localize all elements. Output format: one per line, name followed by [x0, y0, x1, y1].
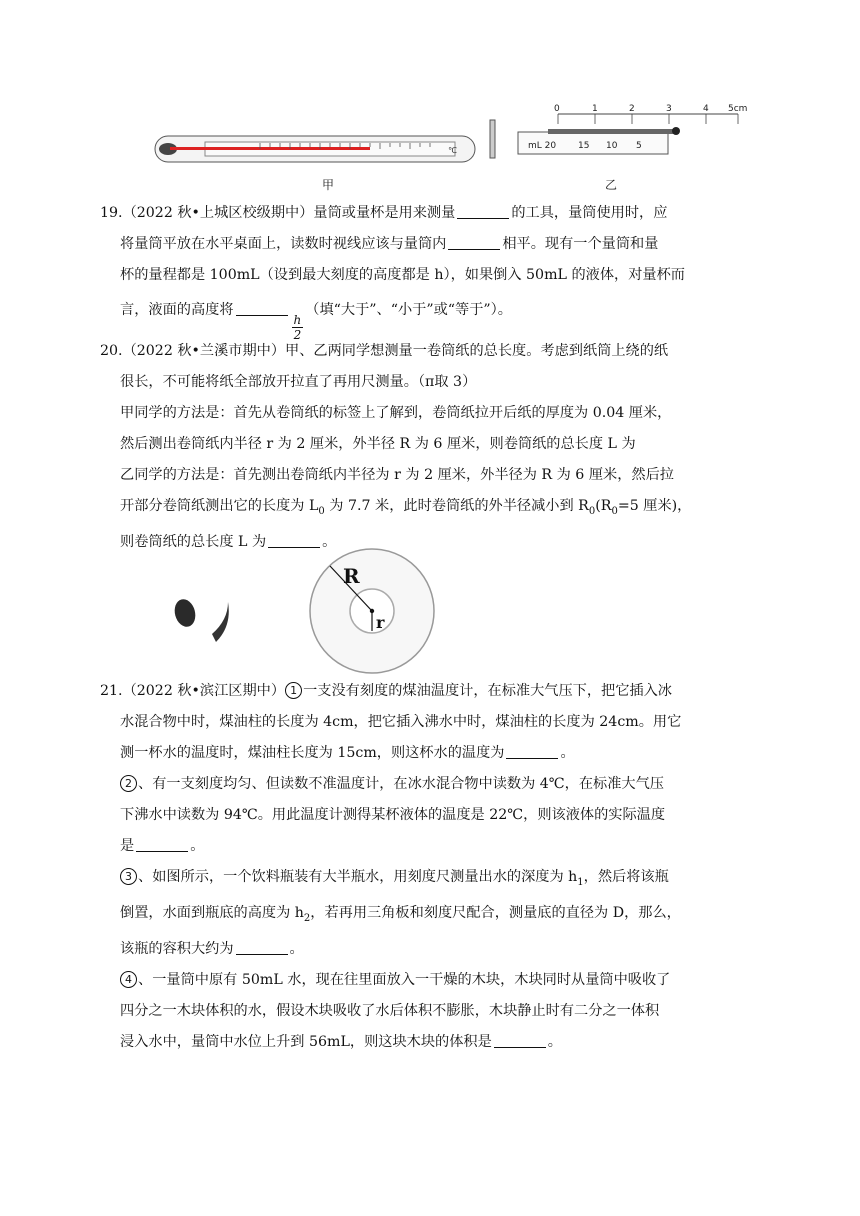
- q21-line-8: 倒置，水面到瓶底的高度为 $h_2$，若再用三角板和刻度尺配合，测量底的直径为 D，那么，: [120, 904, 681, 924]
- svg-text:10: 10: [606, 141, 618, 151]
- q20-line-6: 开部分卷筒纸测出它的长度为 $L_0$ 为 7.7 米，此时卷筒纸的外半径减小到 $R_0(R_0=5$ 厘米)，: [120, 498, 692, 517]
- q20-line-1: 20.（2022 秋•兰溪市期中）甲、乙两同学想测量一卷筒纸的总长度。考虑到纸筒上绕的纸: [100, 343, 669, 359]
- q20-line-3: 甲同学的方法是：首先从卷筒纸的标签上了解到，卷筒纸拉开后纸的厚度为 0.04 厘米，: [120, 405, 672, 421]
- q21-line-12: 浸入水中，量筒中水位上升到 56mL，则这块木块的体积是 。: [120, 1033, 562, 1050]
- svg-text:5cm: 5cm: [728, 104, 748, 114]
- svg-text:0: 0: [554, 104, 560, 114]
- q21-line-10: 4 、一量筒中原有 50mL 水，现在往里面放入一干燥的木块，木块同时从量筒中吸收了: [100, 965, 750, 996]
- figure-thermometer-syringe: [0, 96, 860, 196]
- thermometer-unit: ℃: [448, 146, 457, 155]
- q21-line-4: 2 、有一支刻度均匀、但读数不准温度计，在冰水混合物中读数为 4℃，在标准大气压: [100, 769, 750, 800]
- syringe-label: 乙: [605, 178, 618, 192]
- answer-blank[interactable]: [236, 301, 288, 316]
- thermometer-label: 甲: [322, 178, 335, 192]
- q21-line-6: 是 。: [120, 838, 205, 854]
- q21-line-11: 四分之一木块体积的水，假设木块吸收了水后体积不膨胀，木块静止时有二分之一体积: [120, 1002, 660, 1019]
- q21-line-5: 下沸水中读数为 94℃。用此温度计测得某杯液体的温度是 22℃，则该液体的实际温度: [120, 807, 666, 823]
- q20-line-5: 乙同学的方法是：首先测出卷筒纸内半径为 r 为 2 厘米，外半径为 R 为 6 厘米，然后拉: [120, 467, 674, 483]
- q20-line-2: 很长，不可能将纸全部放开拉直了再用尺测量。（π取 3）: [120, 374, 477, 390]
- q20-line-7: 则卷筒纸的总长度 L 为 。: [120, 533, 337, 550]
- svg-text:2: 2: [629, 104, 635, 114]
- svg-text:15: 15: [578, 141, 590, 151]
- answer-blank[interactable]: [236, 940, 288, 955]
- syringe-illustration: [488, 102, 768, 172]
- svg-text:3: 3: [666, 104, 672, 114]
- question-19: [100, 198, 750, 342]
- answer-blank[interactable]: [136, 837, 188, 852]
- paper-roll-curl: [212, 602, 229, 642]
- q21-line-2: 水混合物中时，煤油柱的长度为 4cm，把它插入沸水中时，煤油柱的长度为 24cm。用它: [120, 714, 682, 730]
- svg-text:5: 5: [636, 141, 642, 151]
- answer-blank[interactable]: [506, 744, 558, 759]
- inner-radius-label: r: [376, 613, 385, 632]
- fraction-h-over-2: $\frac{h}{2}$: [293, 313, 302, 342]
- outer-radius-label: R: [343, 564, 360, 588]
- q19-line-3: 杯的量程都是 100mL（设到最大刻度的高度都是 h），如果倒入 50mL 的液体，对量杯而: [120, 267, 685, 283]
- svg-text:4: 4: [703, 104, 709, 114]
- q21-line-3: 测一杯水的温度时，煤油柱长度为 15cm，则这杯水的温度为 。: [120, 745, 575, 761]
- q19-line-2: 将量筒平放在水平桌面上，读数时视线应该与量筒内 相平。现有一个量筒和量: [120, 236, 659, 252]
- paper-roll-figure: [170, 546, 590, 676]
- q21-line-1: 21.（2022 秋•滨江区期中） 1 一支没有刻度的煤油温度计，在标准大气压下，把它插入冰: [100, 683, 672, 699]
- q21-line-7: 3 、如图所示，一个饮料瓶装有大半瓶水，用刻度尺测量出水的深度为 $h_1$，然后将该瓶: [100, 862, 750, 898]
- item-number-3: 3: [120, 868, 137, 885]
- q19-line-4: 言，液面的高度将 $\frac{h}{2}$ （填“大于”、“小于”或“等于”）。: [120, 302, 512, 342]
- answer-blank[interactable]: [448, 235, 500, 250]
- paper-roll-side-view: [172, 597, 199, 629]
- q21-line-9: 该瓶的容积大约为 。: [120, 940, 304, 957]
- answer-blank[interactable]: [494, 1033, 546, 1048]
- item-number-2: 2: [120, 775, 137, 792]
- svg-text:1: 1: [592, 104, 598, 114]
- q19-line-1: 19.（2022 秋•上城区校级期中）量筒或量杯是用来测量 的工具，量筒使用时，应: [100, 205, 668, 221]
- item-number-1: 1: [285, 682, 302, 699]
- item-number-4: 4: [120, 971, 137, 988]
- svg-text:mL 20: mL 20: [528, 141, 557, 151]
- question-21: [100, 676, 750, 1058]
- q20-line-4: 然后测出卷筒纸内半径 r 为 2 厘米，外半径 R 为 6 厘米，则卷筒纸的总长度 L 为: [120, 436, 636, 452]
- answer-blank[interactable]: [457, 204, 509, 219]
- question-20: [100, 336, 750, 558]
